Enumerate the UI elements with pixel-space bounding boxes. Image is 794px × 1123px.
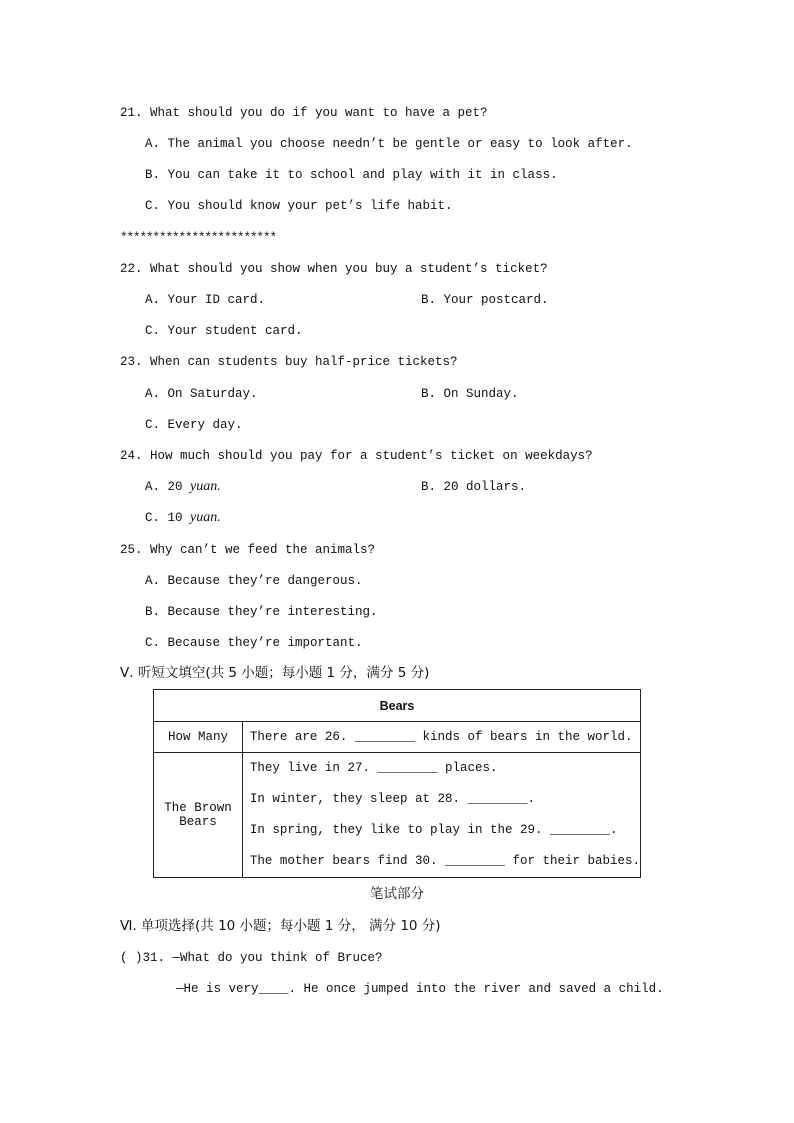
q23-option-c: C. Every day.	[145, 418, 243, 432]
q24-option-a	[145, 479, 221, 495]
brown-bears-line-29: In spring, they like to play in the 29. ________.	[249, 823, 618, 837]
brown-bears-line-27: They live in 27. ________ places.	[249, 761, 498, 775]
q25-option-b: B. Because they’re interesting.	[145, 605, 378, 619]
row-how-many-label: How Many	[154, 722, 243, 753]
q21-option-a: A. The animal you choose needn’t be gentle or easy to look after.	[145, 137, 633, 151]
question-31: ( )31. —What do you think of Bruce?	[120, 951, 383, 965]
bears-table	[153, 689, 641, 878]
q22-option-b: B. Your postcard.	[421, 293, 549, 307]
row-how-many-text: There are 26. ________ kinds of bears in the world.	[242, 722, 640, 753]
q24-option-c-text: C. 10	[145, 511, 191, 525]
q22-option-a: A. Your ID card.	[145, 293, 266, 307]
row-brown-bears-cell	[242, 753, 640, 878]
q25-option-c: C. Because they’re important.	[145, 636, 363, 650]
q21-option-c: C. You should know your pet’s life habit.	[145, 199, 453, 213]
q24-option-c	[145, 510, 221, 526]
question-21: 21. What should you do if you want to have a pet?	[120, 106, 488, 120]
q21-option-b: B. You can take it to school and play with it in class.	[145, 168, 558, 182]
section-5-title: Ⅴ. 听短文填空(共 5 小题；每小题 1 分，满分 5 分)	[120, 665, 430, 681]
question-24: 24. How much should you pay for a student’s ticket on weekdays?	[120, 449, 593, 463]
row-brown-bears-label: The Brown Bears	[154, 753, 243, 878]
q24-option-c-unit: yuan.	[190, 510, 221, 525]
brown-bears-line-30: The mother bears find 30. ________ for their babies.	[249, 854, 640, 868]
question-25: 25. Why can’t we feed the animals?	[120, 543, 376, 557]
brown-bears-line-28: In winter, they sleep at 28. ________.	[249, 792, 535, 806]
q23-option-a: A. On Saturday.	[145, 387, 258, 401]
q24-option-b: B. 20 dollars.	[421, 480, 527, 494]
q24-option-a-text: A. 20	[145, 480, 191, 494]
question-23: 23. When can students buy half-price tickets?	[120, 355, 458, 369]
q22-option-c: C. Your student card.	[145, 324, 303, 338]
section-6-title: Ⅵ. 单项选择(共 10 小题；每小题 1 分， 满分 10 分)	[120, 918, 441, 934]
question-22: 22. What should you show when you buy a student’s ticket?	[120, 262, 548, 276]
separator-stars: ************************	[120, 231, 277, 245]
table-title: Bears	[154, 690, 641, 722]
question-31-answer: —He is very____. He once jumped into the river and saved a child.	[176, 982, 664, 996]
q23-option-b: B. On Sunday.	[421, 387, 519, 401]
q25-option-a: A. Because they’re dangerous.	[145, 574, 363, 588]
written-part-heading: 笔试部分	[370, 886, 424, 902]
q24-option-a-unit: yuan.	[190, 479, 221, 494]
